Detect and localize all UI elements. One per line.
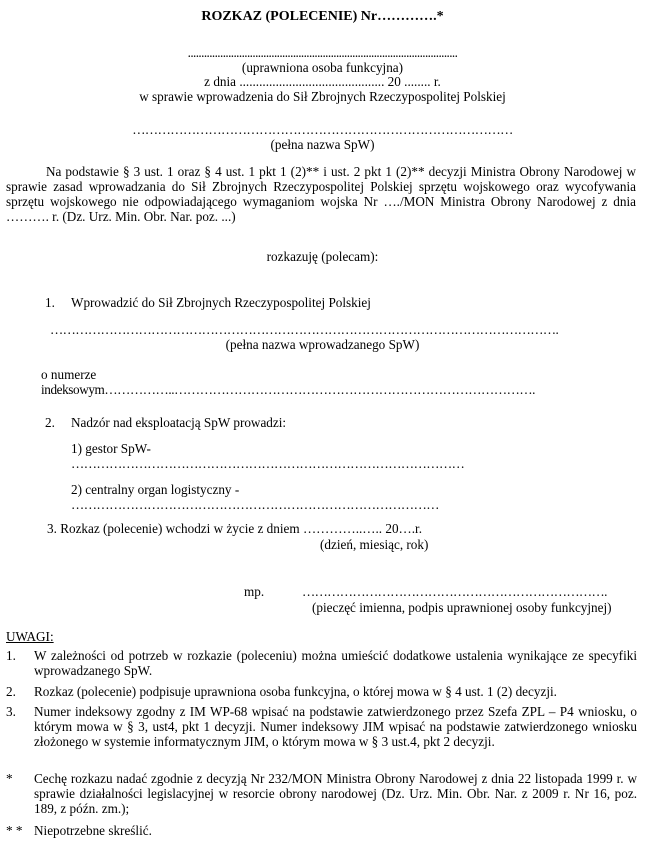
item-1-number: 1.	[45, 295, 55, 310]
note-star-marker: *	[6, 771, 13, 786]
note-double-star-text: Niepotrzebne skreślić.	[34, 823, 152, 838]
note-2-text: Rozkaz (polecenie) podpisuje uprawniona osoba funkcyjna, o której mowa w § 4 ust. 1 (2) decyzji.	[34, 684, 557, 699]
equipment-fill-line: ………………………………………………………………………………	[132, 122, 513, 137]
date-line: z dnia ............................................ 20 ........ r.	[204, 74, 441, 89]
note-1-marker: 1.	[6, 648, 16, 663]
equipment-caption: (pełna nazwa SpW)	[270, 137, 375, 152]
gestor-label: 1) gestor SpW-	[71, 441, 151, 456]
item-1-fill-line: ………………………………………………………………………………………………………….	[50, 322, 559, 337]
item-3-caption: (dzień, miesiąc, rok)	[320, 537, 429, 552]
item-2-number: 2.	[45, 415, 55, 430]
authority-fill-line: ....................................................................................................	[187, 45, 458, 60]
legal-basis-paragraph: Na podstawie § 3 ust. 1 oraz § 4 ust. 1 pkt 1 (2)** i ust. 2 pkt 1 (2)** decyzji Ministra Obrony Narodowej w sprawie zasad wprowadzania do Sił Zbrojnych Rzeczypospolitej Polskiej sprzętu wojskowego oraz wycofywania sprzętu wojskowego nie odpowiadającego wymaganiom wojska Nr …./MON Ministra Obrony Narodowej z dnia ………. r. (Dz. Urz. Min. Obr. Nar. poz. ...)	[6, 164, 636, 224]
subject-line: w sprawie wprowadzenia do Sił Zbrojnych Rzeczypospolitej Polskiej	[139, 89, 506, 104]
index-fill-line: indeksowym……………..………………………………………………………………………….	[41, 382, 536, 397]
note-3-marker: 3.	[6, 704, 16, 719]
gestor-fill-line: …………………………………………………………………………………	[71, 456, 465, 471]
authority-caption: (uprawniona osoba funkcyjna)	[241, 60, 404, 75]
item-2-text: Nadzór nad eksploatacją SpW prowadzi:	[71, 415, 287, 430]
note-1-text: W zależności od potrzeb w rozkazie (poleceniu) można umieścić dodatkowe ustalenia wynikające ze specyfiki wprowadzanego SpW.	[34, 648, 637, 678]
note-double-star-marker: * *	[6, 823, 23, 838]
signature-caption: (pieczęć imienna, podpis uprawnionej osoby funkcyjnej)	[312, 600, 612, 615]
item-3-line: 3. Rozkaz (polecenie) wchodzi w życie z dniem …………..….. 20….r.	[47, 521, 422, 536]
signature-fill-line: ……………………………………………………………….	[302, 584, 607, 599]
logistic-fill-line: ……………………………………………………………………………	[71, 497, 439, 512]
document-title: ROZKAZ (POLECENIE) Nr………….*	[201, 9, 444, 24]
stamp-placeholder: mp.	[244, 584, 265, 599]
note-3-text: Numer indeksowy zgodny z IM WP-68 wpisać na podstawie zatwierdzonego przez Szefa ZPL – P4 wniosku, o którym mowa w § 3, ust4, pkt 1 decyzji. Numer indeksowy JIM wpisać na podstawie zatwierdzonego wniosku złożonego w systemie informatycznym JIM, o którym mowa w § 3 ust.4, pkt 2 decyzji.	[34, 704, 637, 749]
note-star-text: Cechę rozkazu nadać zgodnie z decyzją Nr 232/MON Ministra Obrony Narodowej z dnia 22 listopada 1999 r. w sprawie działalności legislacyjnej w resorcie obrony narodowej (Dz. Urz. Min. Obr. Nar. z 2009 r. Nr 16, poz. 189, z późn. zm.);	[34, 771, 637, 816]
order-statement: rozkazuję (polecam):	[266, 249, 379, 264]
item-1-caption: (pełna nazwa wprowadzanego SpW)	[225, 337, 420, 352]
item-1-text: Wprowadzić do Sił Zbrojnych Rzeczypospolitej Polskiej	[71, 295, 371, 310]
logistic-label: 2) centralny organ logistyczny -	[71, 482, 240, 497]
notes-heading: UWAGI:	[6, 629, 54, 644]
note-2-marker: 2.	[6, 684, 16, 699]
index-label: o numerze	[41, 367, 97, 382]
